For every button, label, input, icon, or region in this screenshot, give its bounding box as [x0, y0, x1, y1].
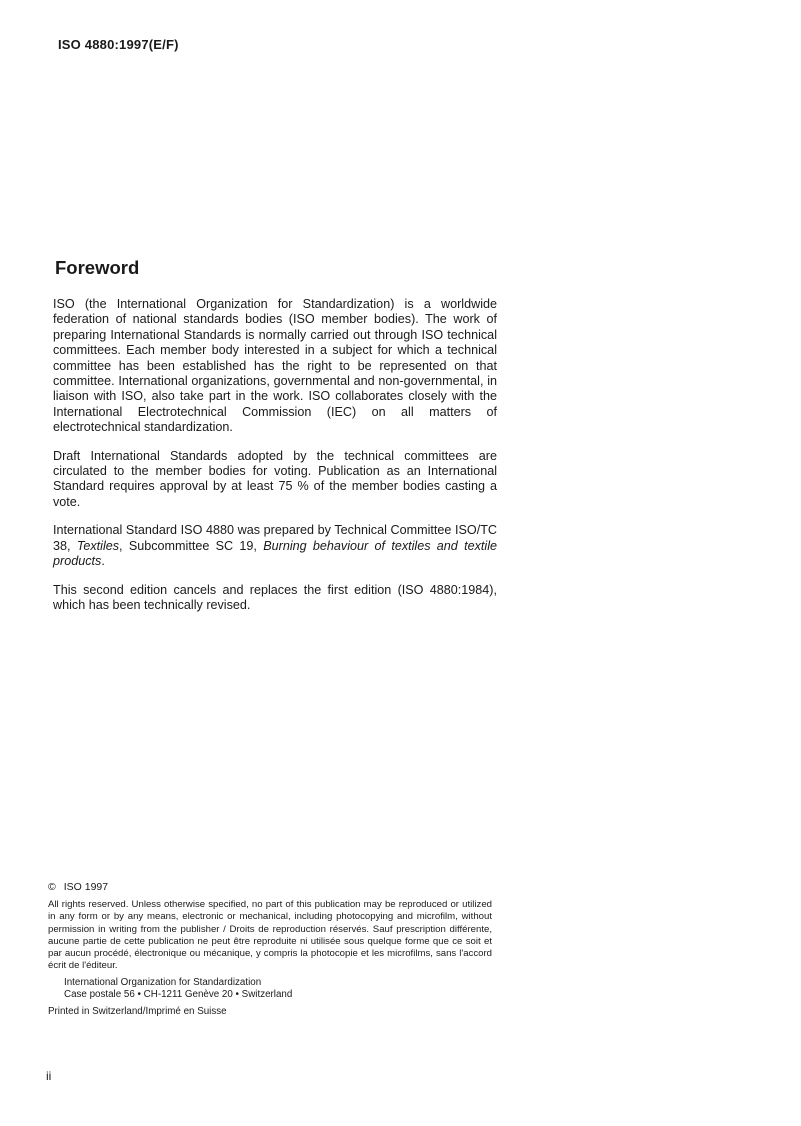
printed-in: Printed in Switzerland/Imprimé en Suisse	[48, 1005, 227, 1017]
copyright-symbol: ©	[48, 881, 56, 893]
publisher-address	[64, 977, 492, 1002]
document-id: ISO 4880:1997(E/F)	[58, 37, 179, 52]
organization-name: International Organization for Standardization	[64, 976, 262, 988]
paragraph-3-part-3: .	[101, 554, 105, 569]
paragraph-3-part-2: , Subcommittee SC 19,	[119, 538, 264, 553]
foreword-paragraph-1: ISO (the International Organization for Standardization) is a worldwide federation of national standards bodies (ISO member bodies). The work of preparing International Standards is normally carried out through ISO technical committees. Each member body interested in a subject for which a technical committee has been established has the right to be represented on that committee. International organizations, governmental and non-governmental, in liaison with ISO, also take part in the work. ISO collaborates closely with the International Electrotechnical Commission (IEC) on all matters of electrotechnical standardization.	[53, 297, 497, 435]
copyright-text: ISO 1997	[63, 881, 109, 893]
foreword-paragraph-3	[53, 523, 497, 569]
foreword-heading: Foreword	[55, 257, 140, 278]
postal-address: Case postale 56 • CH-1211 Genève 20 • Switzerland	[64, 989, 293, 1001]
foreword-paragraph-2: Draft International Standards adopted by the technical committees are circulated to the member bodies for voting. Publication as an International Standard requires approval by at least 75 % of the member bodies casting a vote.	[53, 448, 497, 509]
rights-notice: All rights reserved. Unless otherwise specified, no part of this publication may be reproduced or utilized in any form or by any means, electronic or mechanical, including photocopying and microfilm, without permission in writing from the publisher / Droits de reproduction réservés. Sauf prescription différente, aucune partie de cette publication ne peut être reproduite ni utilisée sous quelque forme que ce soit et par aucun procédé, électronique ou mécanique, y compris la photocopie et les microfilms, sans l'accord écrit de l'éditeur.	[48, 899, 492, 972]
subcommittee-title: Burning behaviour of textiles and textile products	[53, 538, 498, 569]
copyright-line	[48, 881, 492, 893]
textiles-title: Textiles	[76, 538, 120, 553]
paragraph-3-part-1: International Standard ISO 4880 was prepared by Technical Committee ISO/TC 38,	[53, 523, 497, 553]
page-number: ii	[46, 1069, 52, 1083]
foreword-body	[53, 297, 497, 626]
foreword-paragraph-4: This second edition cancels and replaces the first edition (ISO 4880:1984), which has been technically revised.	[53, 582, 497, 612]
copyright-block	[48, 881, 492, 1017]
